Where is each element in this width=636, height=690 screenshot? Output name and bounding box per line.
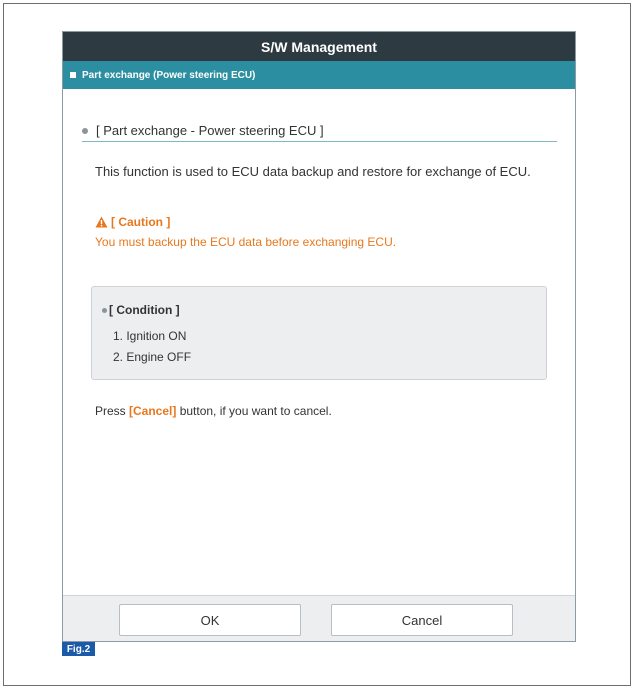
instruction-prefix: Press xyxy=(95,404,130,418)
dialog-title: S/W Management xyxy=(63,32,575,61)
button-bar xyxy=(63,595,575,642)
function-description: This function is used to ECU data backup and restore for exchange of ECU. xyxy=(95,164,531,179)
caution-block xyxy=(95,215,396,249)
breadcrumb-label: Part exchange (Power steering ECU) xyxy=(82,69,256,81)
warning-triangle-icon xyxy=(95,216,108,228)
section-heading-label: [ Part exchange - Power steering ECU ] xyxy=(96,123,324,138)
bullet-dot-icon xyxy=(102,308,107,313)
caution-title: [ Caution ] xyxy=(111,215,171,229)
caution-title-row xyxy=(95,215,396,229)
caution-message: You must backup the ECU data before exchanging ECU. xyxy=(95,235,397,249)
square-bullet-icon xyxy=(70,72,76,78)
condition-item: 1. Ignition ON xyxy=(113,329,187,343)
instruction-suffix: button, if you want to cancel. xyxy=(176,404,332,418)
cancel-button[interactable]: Cancel xyxy=(331,604,513,636)
cancel-highlight: [Cancel] xyxy=(129,404,177,418)
cancel-instruction xyxy=(95,404,332,418)
condition-heading xyxy=(102,303,180,317)
section-heading xyxy=(82,120,557,142)
condition-item: 2. Engine OFF xyxy=(113,350,192,364)
ok-button[interactable]: OK xyxy=(119,604,301,636)
condition-box xyxy=(91,286,547,380)
figure-label: Fig.2 xyxy=(62,642,95,656)
sw-management-dialog xyxy=(62,31,576,642)
breadcrumb xyxy=(63,61,575,89)
bullet-dot-icon xyxy=(82,128,88,134)
condition-title: [ Condition ] xyxy=(109,303,180,317)
